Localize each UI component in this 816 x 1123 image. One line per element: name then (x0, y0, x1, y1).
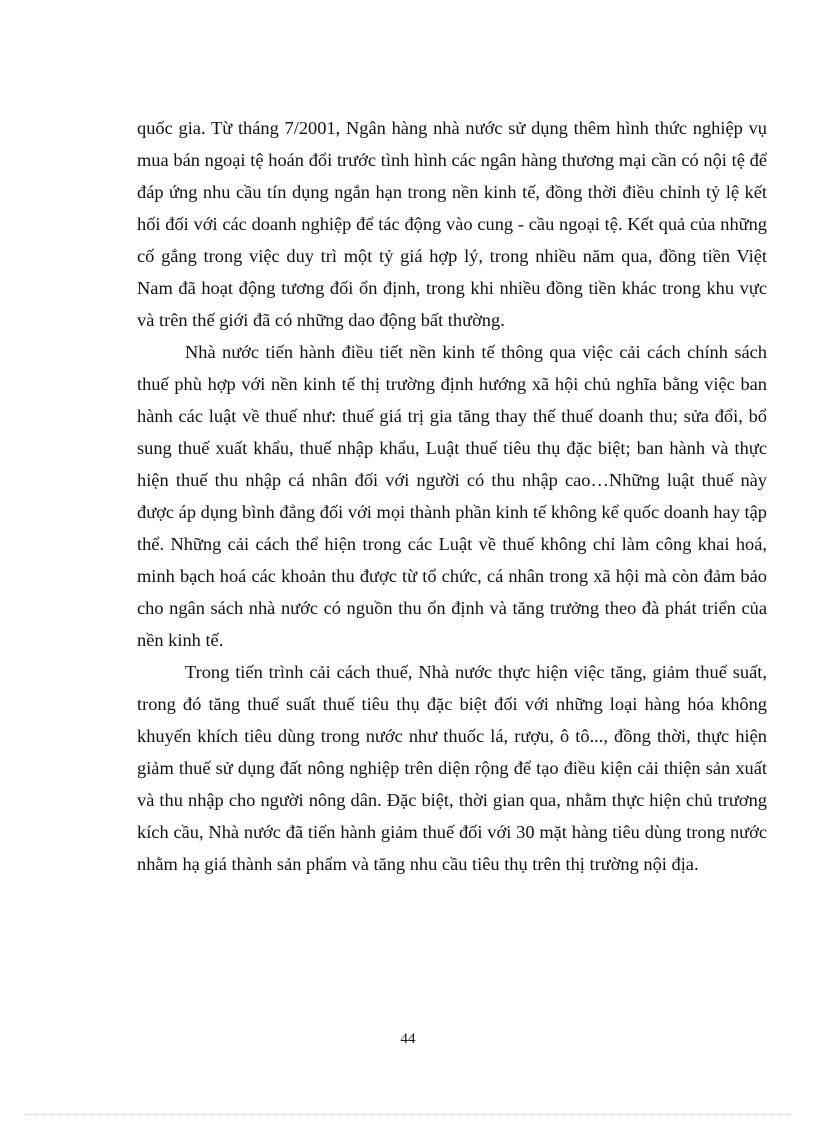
body-text (137, 112, 767, 880)
paragraph-3: Trong tiến trình cải cách thuế, Nhà nước thực hiện việc tăng, giảm thuế suất, trong đó tăng thuế suất thuế tiêu thụ đặc biệt đối với những loại hàng hóa không khuyến khích tiêu dùng trong nước như thuốc lá, rượu, ô tô..., đồng thời, thực hiện giảm thuế sử dụng đất nông nghiệp trên diện rộng để tạo điều kiện cải thiện sản xuất và thu nhập cho người nông dân. Đặc biệt, thời gian qua, nhằm thực hiện chủ trương kích cầu, Nhà nước đã tiến hành giảm thuế đối với 30 mặt hàng tiêu dùng trong nước nhằm hạ giá thành sản phẩm và tăng nhu cầu tiêu thụ trên thị trường nội địa. (137, 662, 767, 874)
page-number: 44 (400, 1031, 416, 1047)
paragraph-1: quốc gia. Từ tháng 7/2001, Ngân hàng nhà nước sử dụng thêm hình thức nghiệp vụ mua bán ngoại tệ hoán đổi trước tình hình các ngân hàng thương mại cần có nội tệ để đáp ứng nhu cầu tín dụng ngắn hạn trong nền kinh tế, đồng thời điều chỉnh tỷ lệ kết hối đối với các doanh nghiệp để tác động vào cung - cầu ngoại tệ. Kết quả của những cố gắng trong việc duy trì một tỷ giá hợp lý, trong nhiều năm qua, đồng tiền Việt Nam đã hoạt động tương đối ổn định, trong khi nhiều đồng tiền khác trong khu vực và trên thế giới đã có những dao động bất thường. (137, 118, 767, 330)
page-bottom-divider (24, 1114, 792, 1115)
paragraph-2: Nhà nước tiến hành điều tiết nền kinh tế thông qua việc cải cách chính sách thuế phù hợp với nền kinh tế thị trường định hướng xã hội chủ nghĩa bằng việc ban hành các luật về thuế như: thuế giá trị gia tăng thay thế thuế doanh thu; sửa đổi, bổ sung thuế xuất khẩu, thuế nhập khẩu, Luật thuế tiêu thụ đặc biệt; ban hành và thực hiện thuế thu nhập cá nhân đối với người có thu nhập cao…Những luật thuế này được áp dụng bình đẳng đối với mọi thành phần kinh tế không kể quốc doanh hay tập thể. Những cải cách thể hiện trong các Luật về thuế không chỉ làm công khai hoá, minh bạch hoá các khoản thu được từ tổ chức, cá nhân trong xã hội mà còn đảm bảo cho ngân sách nhà nước có nguồn thu ổn định và tăng trưởng theo đà phát triển của nền kinh tế. (137, 342, 767, 650)
